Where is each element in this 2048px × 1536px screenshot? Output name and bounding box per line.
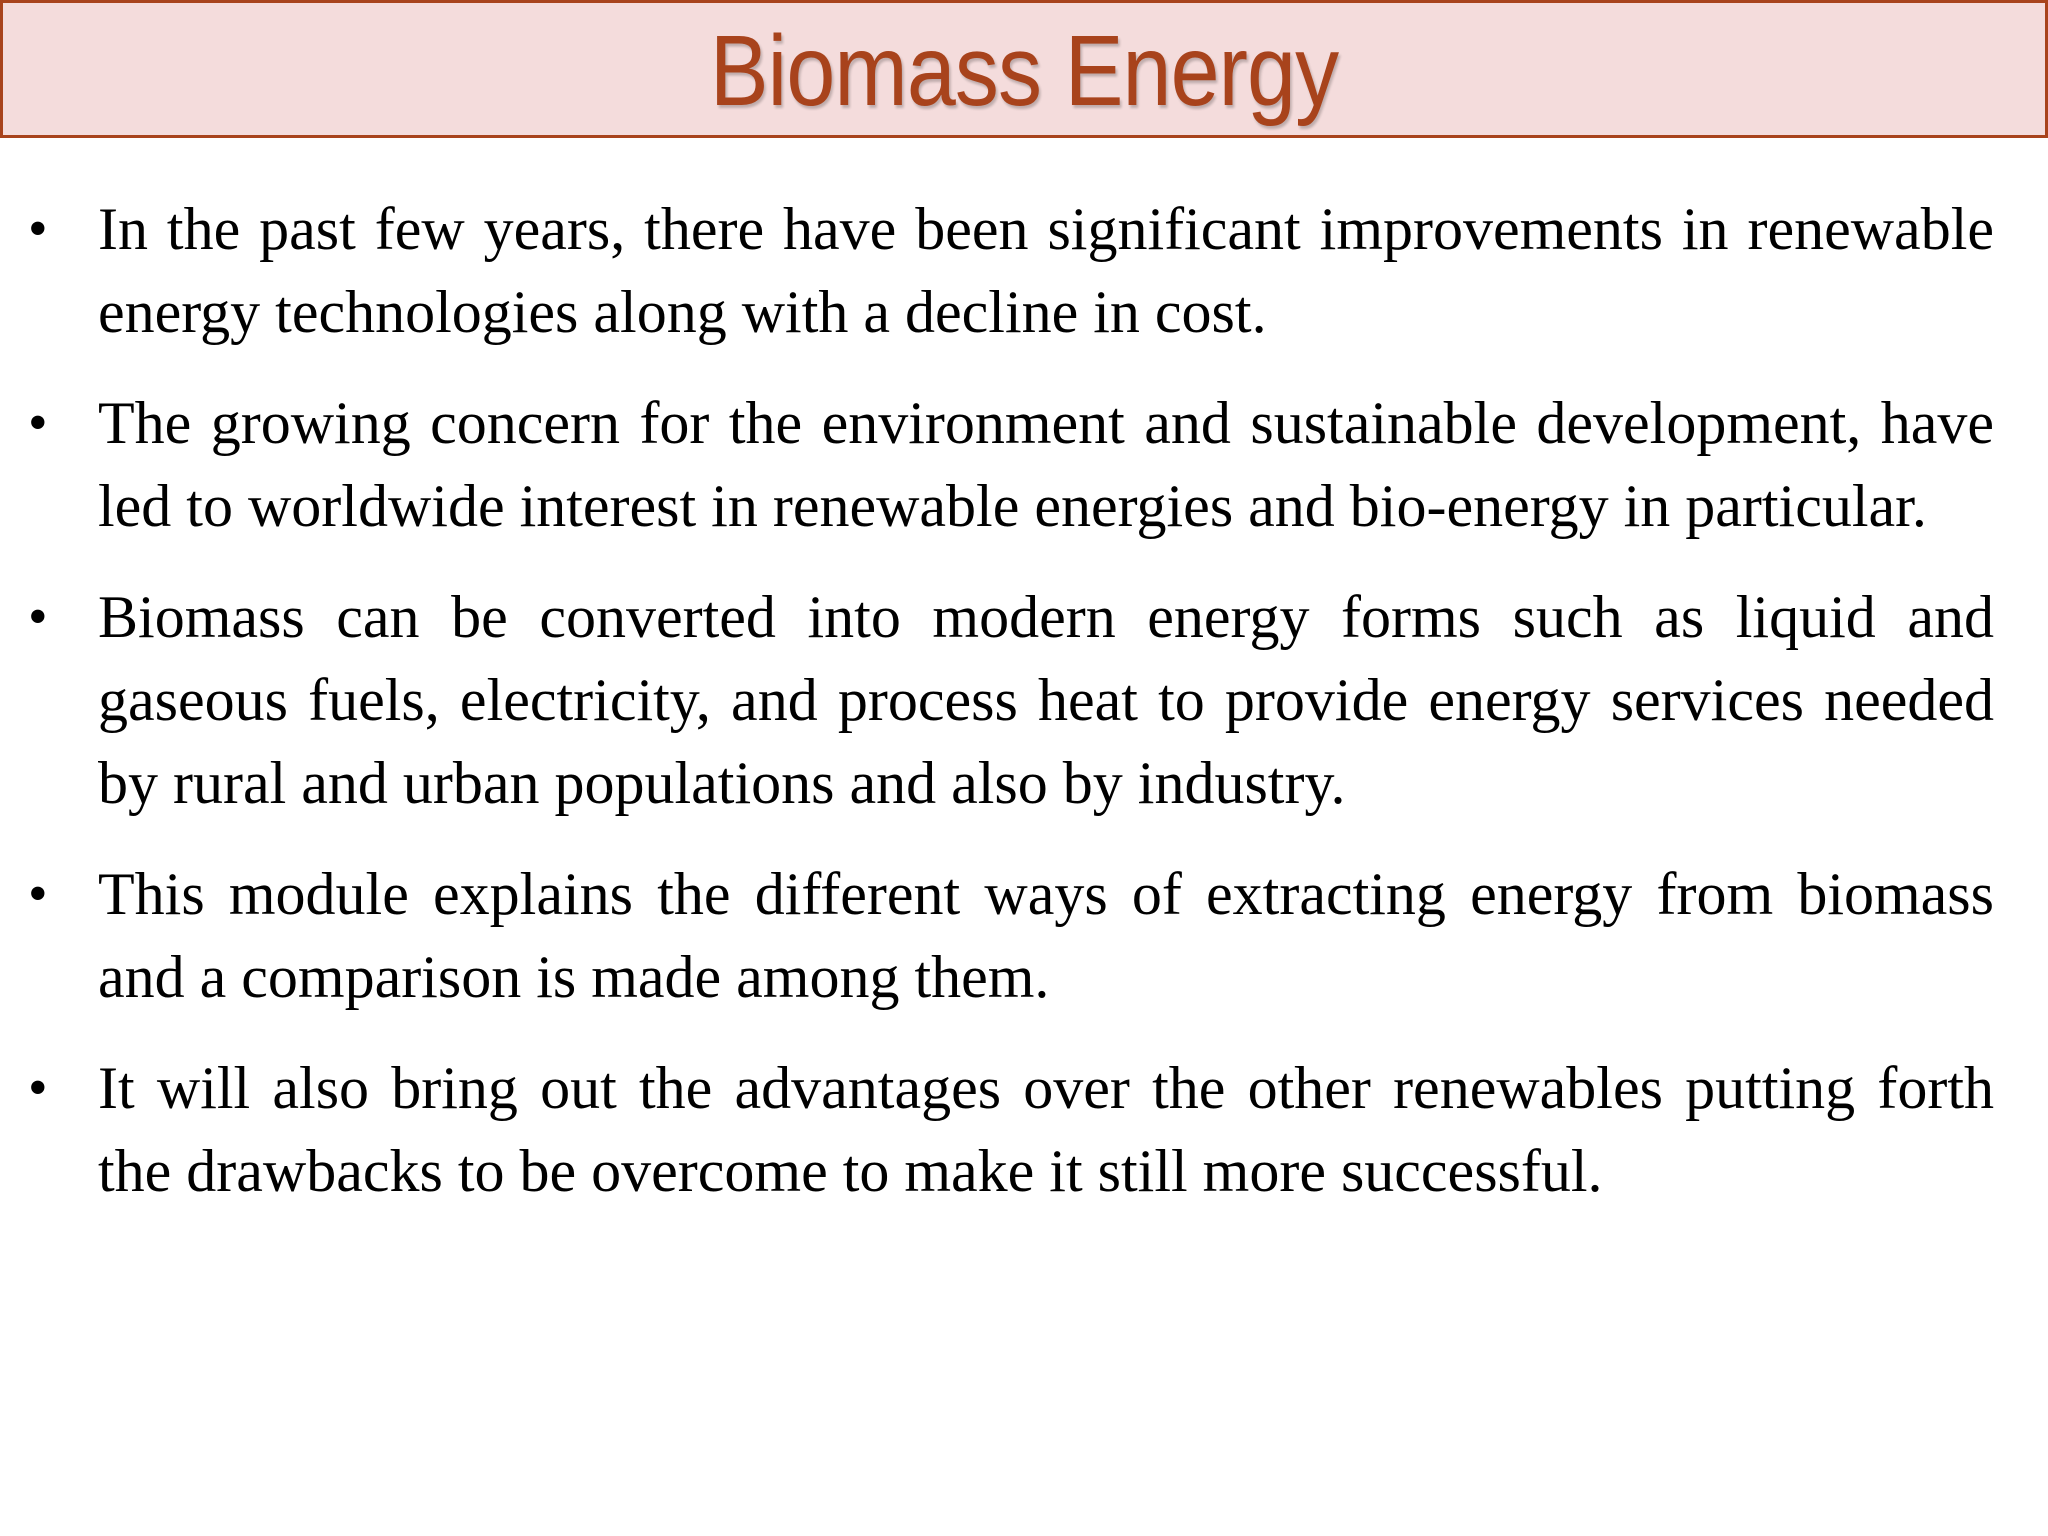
bullet-text: The growing concern for the environment and sustainable development, have led to worldwide interest in renewable energies and bio-energy in particular. (98, 390, 1994, 539)
bullet-item (0, 188, 2048, 354)
bullet-item (0, 576, 2048, 825)
bullet-item (0, 853, 2048, 1019)
bullet-text: It will also bring out the advantages over the other renewables putting forth the drawbacks to be overcome to make it still more successful. (98, 1055, 1994, 1204)
bullet-text: Biomass can be converted into modern energy forms such as liquid and gaseous fuels, electricity, and process heat to provide energy services needed by rural and urban populations and also by industry. (98, 584, 1994, 816)
bullet-item (0, 1047, 2048, 1213)
bullet-marker: • (28, 863, 48, 925)
bullet-marker: • (28, 198, 48, 260)
slide-title: Biomass Energy (709, 15, 1339, 127)
bullet-text: This module explains the different ways of extracting energy from biomass and a comparison is made among them. (98, 861, 1994, 1010)
bullet-text: In the past few years, there have been significant improvements in renewable energy technologies along with a decline in cost. (98, 196, 1994, 345)
bullet-list (0, 188, 2048, 1241)
title-banner (0, 0, 2048, 138)
bullet-marker: • (28, 586, 48, 648)
bullet-marker: • (28, 1057, 48, 1119)
bullet-item (0, 382, 2048, 548)
bullet-marker: • (28, 392, 48, 454)
